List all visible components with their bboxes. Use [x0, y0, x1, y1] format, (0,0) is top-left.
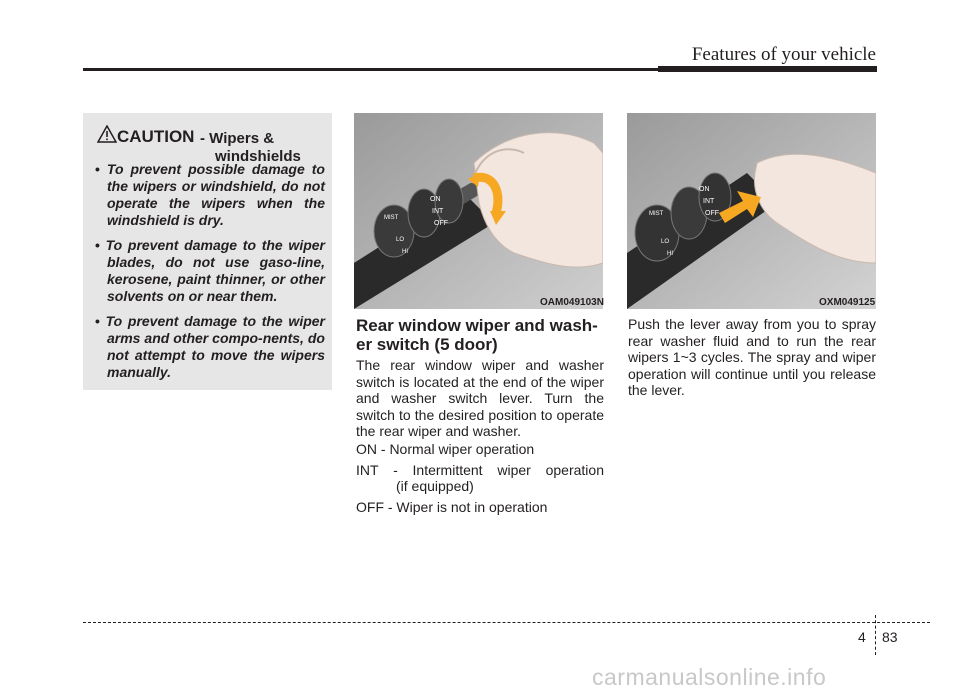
- watermark: carmanualsonline.info: [592, 664, 827, 690]
- lever-instructions: Push the lever away from you to spray rear washer fluid and to run the rear wipers 1~3 cycles. The spray and wiper operation will continue until you release the lever.: [628, 316, 876, 398]
- caution-subtitle-line1: - Wipers &: [200, 130, 275, 147]
- image-code: OXM049125: [819, 297, 876, 308]
- position-int-note: (if equipped): [396, 478, 474, 494]
- lever-label: MIST: [384, 215, 399, 221]
- image-code: OAM049103N: [540, 297, 604, 308]
- lever-label: OFF: [434, 220, 448, 227]
- caution-item: • To prevent possible damage to the wipers or windshield, do not operate the wipers when the windshield is dry.: [95, 161, 325, 229]
- footer-rule: [83, 622, 930, 623]
- caution-box: [83, 113, 332, 390]
- page-number: 83: [882, 629, 898, 645]
- lever-label: INT: [432, 208, 444, 215]
- footer-divider: [875, 615, 876, 655]
- caution-title: CAUTION: [117, 127, 195, 146]
- caution-subtitle-line2: windshields: [215, 148, 301, 165]
- section-title: Rear window wiper and wash-er switch (5 door): [356, 316, 598, 354]
- lever-label: LO: [396, 237, 405, 243]
- position-int: INT - Intermittent wiper operation: [356, 462, 604, 478]
- lever-label: HI: [402, 249, 408, 255]
- lever-label: MIST: [649, 211, 664, 217]
- section-intro: The rear window wiper and washer switch is located at the end of the wiper and washer switch lever. Turn the switch to the desired position to operate the rear wiper and washer.: [356, 357, 604, 439]
- caution-item: • To prevent damage to the wiper blades, do not use gaso-line, kerosene, paint thinner, or other solvents on or near them.: [95, 237, 325, 305]
- lever-label: INT: [703, 198, 715, 205]
- wiper-switch-rotate-illustration: [354, 113, 603, 309]
- caution-list: [95, 161, 325, 389]
- header-rule-accent: [658, 66, 877, 72]
- lever-label: LO: [661, 239, 670, 245]
- position-off: OFF - Wiper is not in operation: [356, 499, 548, 515]
- position-on: ON - Normal wiper operation: [356, 441, 535, 457]
- warning-triangle-icon: [97, 125, 117, 143]
- lever-label: ON: [699, 186, 710, 193]
- header-title: Features of your vehicle: [691, 44, 876, 65]
- caution-item: • To prevent damage to the wiper arms and other compo-nents, do not attempt to move the wipers manually.: [95, 313, 325, 381]
- lever-label: OFF: [705, 210, 719, 217]
- lever-label: HI: [667, 251, 673, 257]
- chapter-number: 4: [858, 629, 866, 645]
- lever-label: ON: [430, 196, 441, 203]
- wiper-lever-push-illustration: [627, 113, 876, 309]
